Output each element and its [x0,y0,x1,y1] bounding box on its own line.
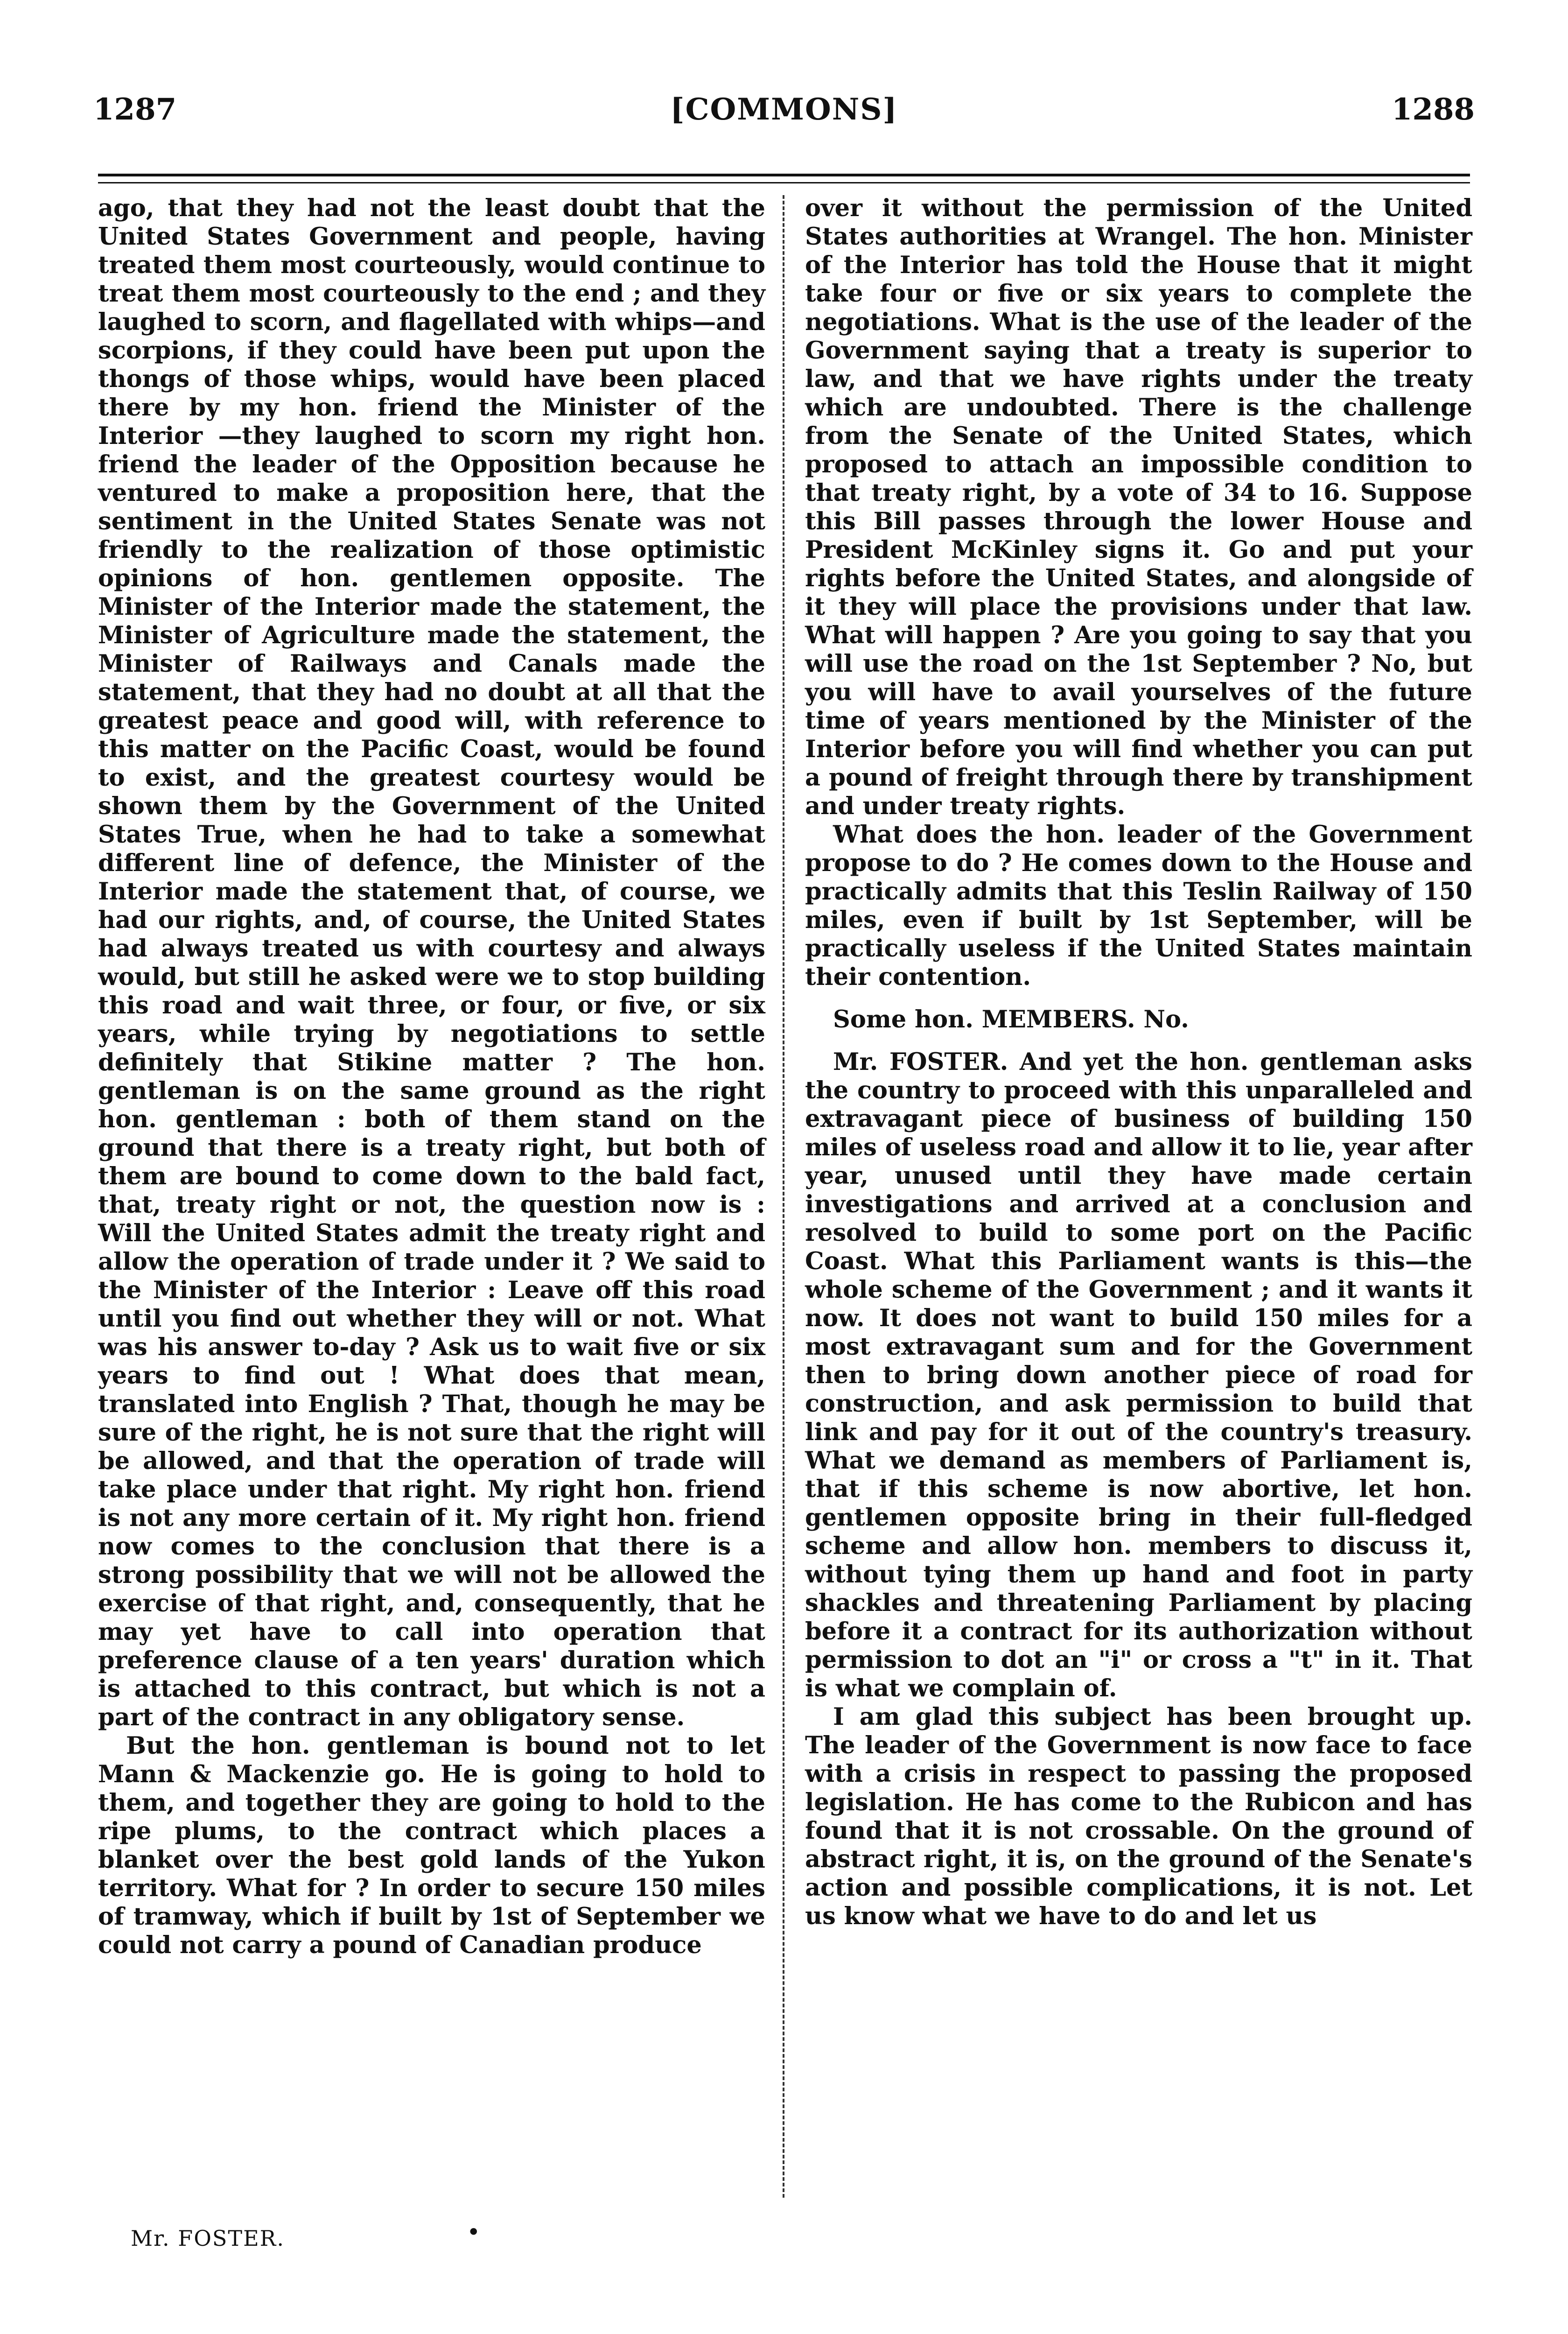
right-paragraph-1: over it without the permission of the United States authorities at Wrangel. The hon. Minister of the Interior has told the House that it might take four or five or six years to complete the negotiations. What is the use of the leader of the Government saying that a treaty is superior to law, and that we have rights under the treaty which are undoubted. There is the challenge from the Senate of the United States, which proposed to attach an impossible condition to that treaty right, by a vote of 34 to 16. Suppose this Bill passes through the lower House and President McKinley signs it. Go and put your rights before the United States, and alongside of it they will place the provisions under that law. What will happen ? Are you going to say that you will use the road on the 1st September ? No, but you will have to avail yourselves of the future time of years mentioned by the Minister of the Interior before you will find whether you can put a pound of freight through there by transhipment and under treaty rights. [805,194,1472,820]
right-paragraph-2: What does the hon. leader of the Government propose to do ? He comes down to the House and practically admits that this Teslin Railway of 150 miles, even if built by 1st September, will be practically useless if the United States maintain their contention. [805,821,1472,991]
header-rule-thick [98,174,1470,176]
page-header [93,89,1475,131]
page-number-right: 1288 [1391,92,1475,127]
header-rule-thin [98,182,1470,183]
footer-speaker-name: Mr. FOSTER. [131,2226,285,2251]
left-paragraph-2: But the hon. gentleman is bound not to let Mann & Mackenzie go. He is going to hold to them, and together they are going to hold to the ripe plums, to the contract which places a blanket over the best gold lands of the Yukon territory. What for ? In order to secure 150 miles of tramway, which if built by 1st of September we could not carry a pound of Canadian produce [98,1732,765,1959]
running-title: [COMMONS] [670,92,898,127]
right-paragraph-last: I am glad this subject has been brought up. The leader of the Government is now face to face with a crisis in respect to passing the proposed legislation. He has come to the Rubicon and has found that it is not crossable. On the ground of abstract right, it is, on the ground of the Senate's action and possible complications, it is not. Let us know what we have to do and let us [805,1703,1472,1930]
page-number-left: 1287 [93,92,177,127]
column-divider [783,195,784,2198]
left-column [98,194,765,1960]
interjection-line: Some hon. MEMBERS. No. [833,1005,1189,1033]
right-column [805,194,1472,1931]
footer-printer-mark: • [467,2219,481,2246]
right-paragraph-foster: Mr. FOSTER. And yet the hon. gentleman asks the country to proceed with this unparalleled and extravagant piece of business of building 150 miles of useless road and allow it to lie, year after year, unused until they have made certain investigations and arrived at a conclusion and resolved to build to some port on the Pacific Coast. What this Parliament wants is this—the whole scheme of the Government ; and it wants it now. It does not want to build 150 miles for a most extravagant sum and for the Government then to bring down another piece of road for construction, and ask permission to build that link and pay for it out of the country's treasury. What we demand as members of Parliament is, that if this scheme is now abortive, let hon. gentlemen opposite bring in their full-fledged scheme and allow hon. members to discuss it, without tying them up hand and foot in party shackles and threatening Parliament by placing before it a contract for its authorization without permission to dot an "i" or cross a "t" in it. That is what we complain of. [805,1048,1472,1702]
left-paragraph-1: ago, that they had not the least doubt that the United States Government and people, having treated them most courteously, would continue to treat them most courteously to the end ; and they laughed to scorn, and flagellated with whips—and scorpions, if they could have been put upon the thongs of those whips, would have been placed there by my hon. friend the Minister of the Interior —they laughed to scorn my right hon. friend the leader of the Opposition because he ventured to make a proposition here, that the sentiment in the United States Senate was not friendly to the realization of those optimistic opinions of hon. gentlemen opposite. The Minister of the Interior made the statement, the Minister of Agriculture made the statement, the Minister of Railways and Canals made the statement, that they had no doubt at all that the greatest peace and good will, with reference to this matter on the Pacific Coast, would be found to exist, and the greatest courtesy would be shown them by the Government of the United States True, when he had to take a somewhat different line of defence, the Minister of the Interior made the statement that, of course, we had our rights, and, of course, the United States had always treated us with courtesy and always would, but still he asked were we to stop building this road and wait three, or four, or five, or six years, while trying by negotiations to settle definitely that Stikine matter ? The hon. gentleman is on the same ground as the right hon. gentleman : both of them stand on the ground that there is a treaty right, but both of them are bound to come down to the bald fact, that, treaty right or not, the question now is : Will the United States admit the treaty right and allow the operation of trade under it ? We said to the Minister of the Interior : Leave off this road until you find out whether they will or not. What was his answer to-day ? Ask us to wait five or six years to find out ! What does that mean, translated into English ? That, though he may be sure of the right, he is not sure that the right will be allowed, and that the operation of trade will take place under that right. My right hon. friend is not any more certain of it. My right hon. friend now comes to the conclusion that there is a strong possibility that we will not be allowed the exercise of that right, and, consequently, that he may yet have to call into operation that preference clause of a ten years' duration which is attached to this contract, but which is not a part of the contract in any obligatory sense. [98,194,765,1731]
